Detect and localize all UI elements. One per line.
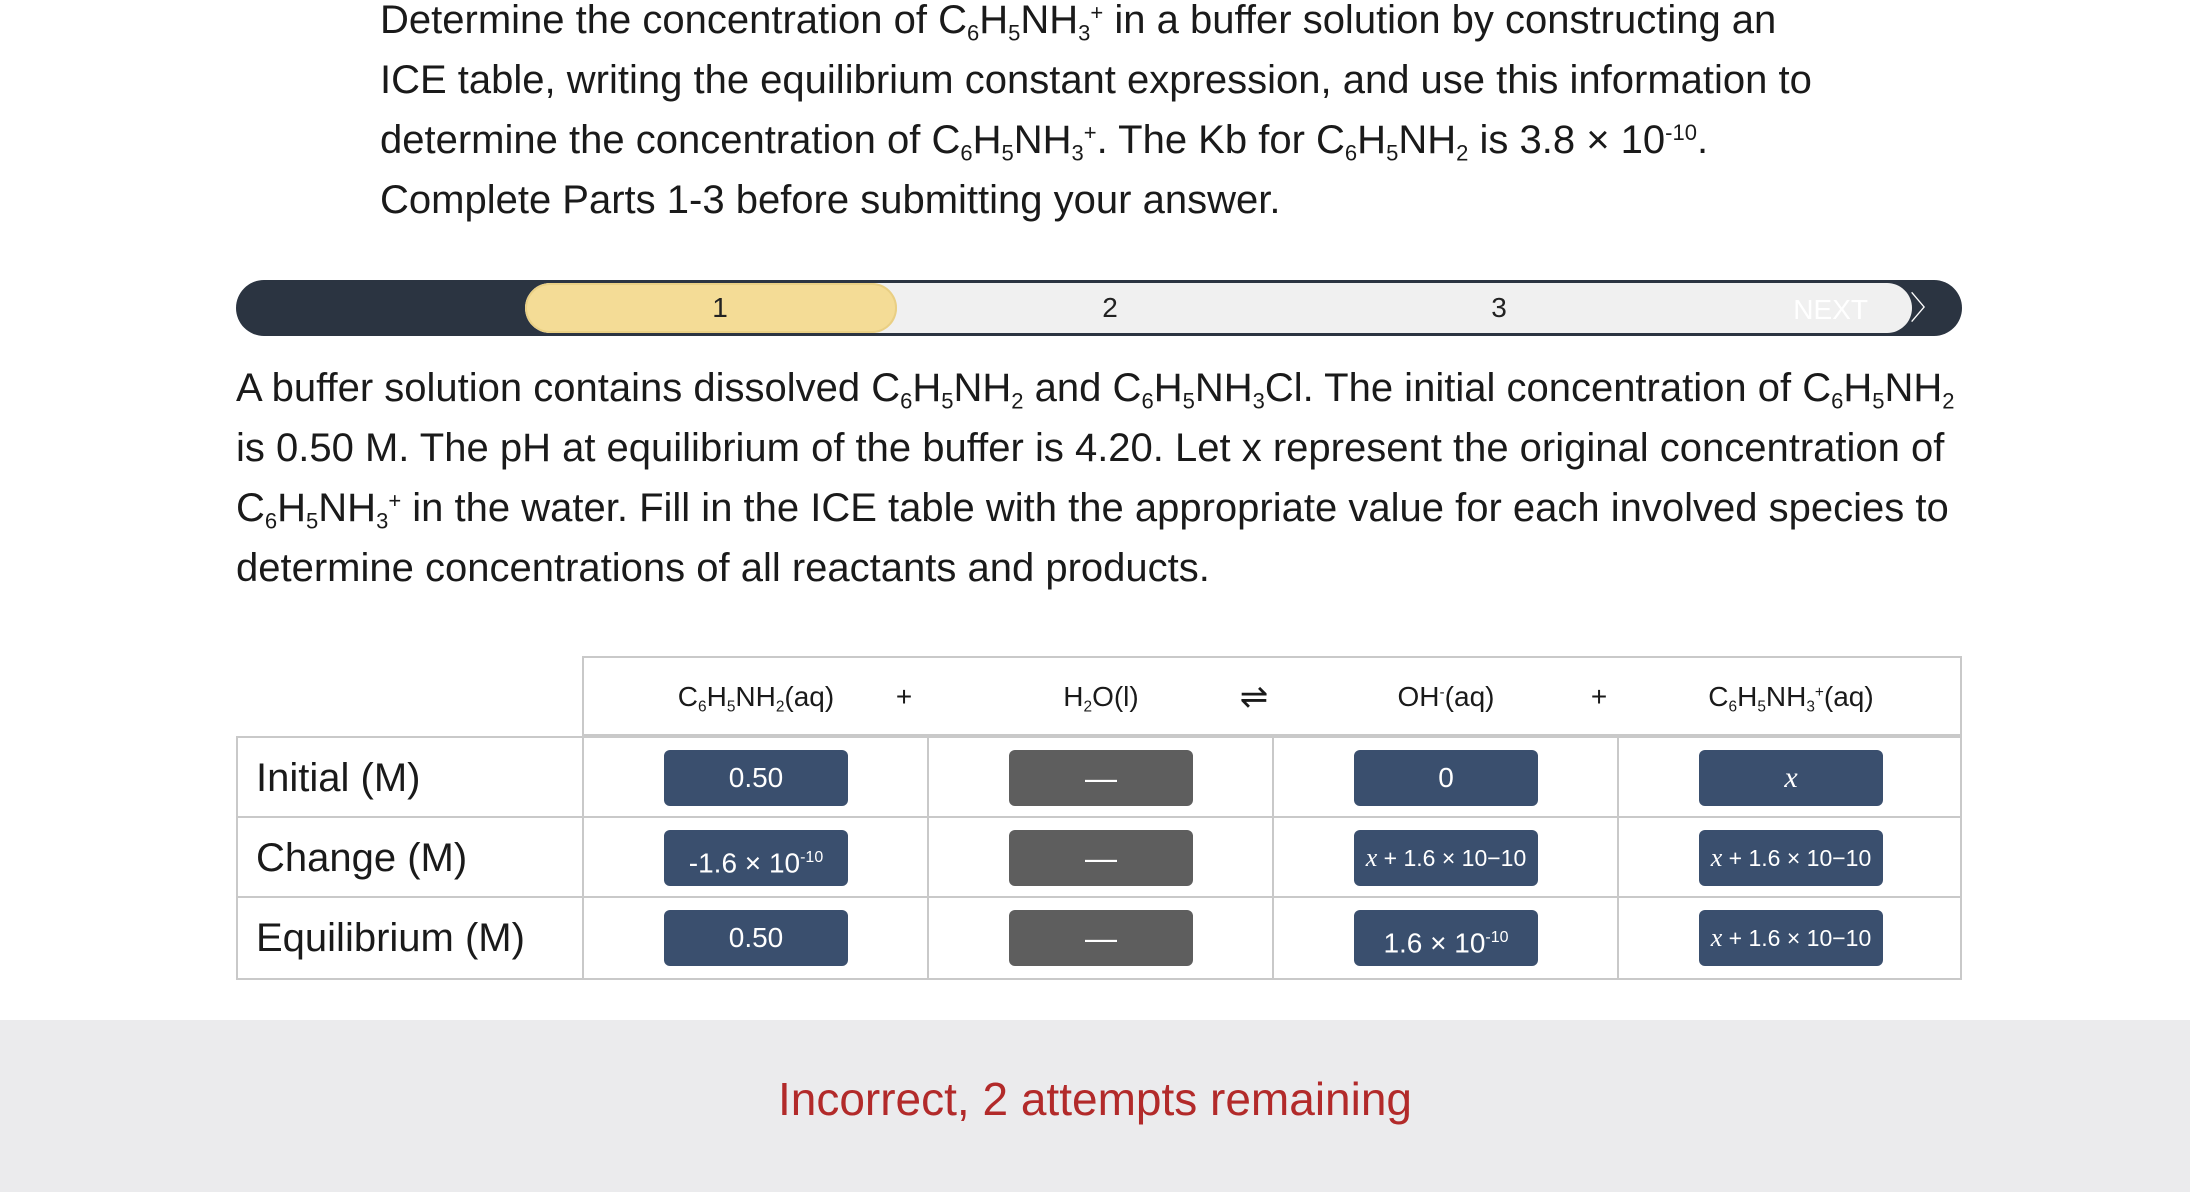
- problem-statement: Determine the concentration of $C_6H_5NH_3^+$ in a buffer solution by constructing an ICE table, writing the equilibrium constant expression, and use this information to determine the concentration of $C_6H_5NH_3^+$. The Kb for $C_6H_5NH_2$ is $3.8 \times 10^{-10}$. Complete Parts 1-3 before submitting your answer.: [380, 0, 1812, 222]
- step-2-label[interactable]: 2: [1102, 292, 1118, 323]
- formula-aniline: $C_6H_5NH_2$: [1316, 118, 1469, 166]
- feedback-message: Incorrect, 2 attempts remaining: [777, 1073, 1413, 1125]
- equilibrium-water-input[interactable]: —: [1009, 910, 1193, 966]
- ice-table: [236, 656, 1964, 980]
- row-label-equilibrium: Equilibrium (M): [256, 916, 525, 960]
- next-button[interactable]: NEXT 〉: [1793, 290, 1942, 326]
- initial-hydroxide-input[interactable]: 0: [1354, 750, 1538, 806]
- ice-table-body: [236, 736, 1962, 980]
- equilibrium-hydroxide-input[interactable]: $1.6 \times 10^{-10}$: [1354, 910, 1538, 966]
- column-divider: [927, 736, 929, 980]
- header-aniline: $C_6H_5NH_2(aq)$: [677, 681, 835, 716]
- row-initial: [238, 738, 1960, 818]
- initial-anilinium-input[interactable]: x: [1699, 750, 1883, 806]
- header-water: $H_2O(l)$: [1063, 681, 1139, 716]
- column-divider: [1272, 736, 1274, 980]
- header-hydroxide: OH-(aq): [1397, 681, 1495, 712]
- row-label-change: Change (M): [256, 836, 468, 880]
- formula-anilinium: $C_6H_5NH_3^+$: [236, 486, 402, 534]
- ice-table-header: [582, 656, 1962, 736]
- change-aniline-input[interactable]: $-1.6 \times 10^{-10}$: [664, 830, 848, 886]
- equilibrium-anilinium-input[interactable]: x + 1.6 × 10−10: [1699, 910, 1883, 966]
- column-divider: [1617, 736, 1619, 980]
- initial-water-input[interactable]: —: [1009, 750, 1193, 806]
- formula-aniline: $C_6H_5NH_2$: [871, 366, 1024, 414]
- row-equilibrium: [238, 898, 1960, 978]
- question-text: A buffer solution contains dissolved $C_6H_5NH_2$ and $C_6H_5NH_3Cl$. The initial concentration of $C_6H_5NH_2$ is 0.50 M. The pH at equilibrium of the buffer is 4.20. Let x represent the original concentration of $C_6H_5NH_3^+$ in the water. Fill in the ICE table with the appropriate value for each involved species to determine concentrations of all reactants and products.: [236, 366, 1955, 590]
- formula-anilinium-chloride: $C_6H_5NH_3Cl$: [1112, 366, 1303, 414]
- header-plus: +: [895, 681, 913, 712]
- chevron-right-icon: 〉: [1909, 290, 1942, 326]
- step-1-label[interactable]: 1: [712, 292, 728, 323]
- equilibrium-aniline-input[interactable]: 0.50: [664, 910, 848, 966]
- header-plus: +: [1590, 681, 1608, 712]
- step-progress-bar: [236, 280, 1962, 336]
- formula-anilinium: $C_6H_5NH_3^+$: [931, 118, 1097, 166]
- change-hydroxide-input[interactable]: x + 1.6 × 10−10: [1354, 830, 1538, 886]
- change-water-input[interactable]: —: [1009, 830, 1193, 886]
- step-track: [525, 283, 1912, 333]
- formula-aniline: $C_6H_5NH_2$: [1802, 366, 1955, 414]
- change-anilinium-input[interactable]: x + 1.6 × 10−10: [1699, 830, 1883, 886]
- formula-anilinium: $C_6H_5NH_3^+$: [938, 0, 1104, 46]
- step-3-label[interactable]: 3: [1491, 292, 1507, 323]
- feedback-banner: [0, 1020, 2190, 1192]
- initial-aniline-input[interactable]: 0.50: [664, 750, 848, 806]
- equilibrium-arrow-icon: ⇌: [1239, 678, 1269, 716]
- row-change: [238, 818, 1960, 898]
- row-label-initial: Initial (M): [256, 756, 421, 800]
- header-anilinium: $C_6H_5NH_3^+(aq)$: [1708, 681, 1874, 716]
- column-divider: [582, 736, 584, 980]
